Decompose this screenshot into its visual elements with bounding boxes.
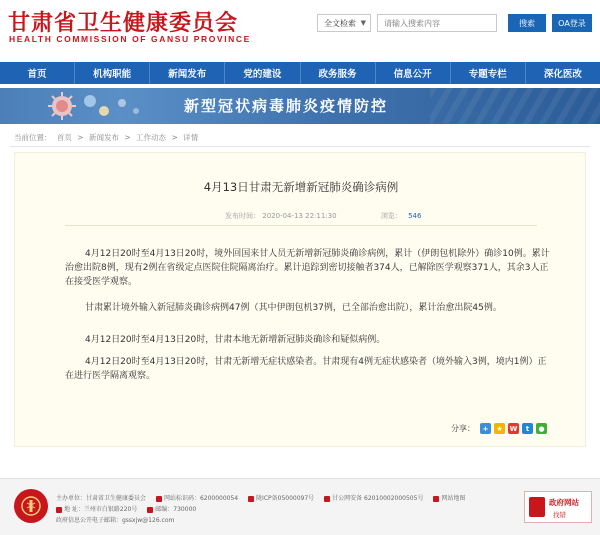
- site-header: [0, 0, 600, 62]
- site-title[interactable]: 甘肃省卫生健康委员会: [8, 10, 239, 36]
- share-tencent-weibo-icon[interactable]: t: [522, 423, 533, 434]
- nav-item-functions[interactable]: 机构职能: [75, 62, 150, 84]
- footer-postcode: 邮编：730000: [155, 506, 197, 513]
- breadcrumb-sep: >: [171, 133, 178, 142]
- nav-item-reform[interactable]: 深化医改: [543, 69, 582, 80]
- gov-badge-subtitle: 找错: [553, 511, 566, 519]
- footer-site-id: 网站标识码：6200000054: [163, 495, 239, 502]
- breadcrumb-home[interactable]: 首页: [56, 133, 72, 142]
- site-footer: [0, 478, 600, 535]
- nav-item-home[interactable]: 首页: [0, 62, 75, 84]
- virus-illustration-icon: [32, 89, 152, 123]
- footer-line-1: [56, 493, 465, 502]
- share-wechat-icon[interactable]: ●: [536, 423, 547, 434]
- views-count: 546: [408, 212, 422, 220]
- footer-address: 地 址：兰州市白银路220号: [64, 506, 138, 513]
- publish-label: 发布时间：: [225, 212, 260, 220]
- location-icon: [56, 507, 62, 513]
- sitemap-icon: [433, 496, 439, 502]
- main-nav: [0, 62, 600, 84]
- nav-item-news[interactable]: 新闻发布: [150, 62, 225, 84]
- icp-icon: [248, 496, 254, 502]
- footer-line-2: [56, 504, 196, 513]
- share-qzone-icon[interactable]: ★: [494, 423, 505, 434]
- nav-item-topics[interactable]: 专题专栏: [451, 62, 526, 84]
- postcode-icon: [147, 507, 153, 513]
- oa-login-button[interactable]: OA登录: [552, 14, 592, 32]
- nav-item-disclosure[interactable]: 信息公开: [376, 62, 451, 84]
- health-emblem-icon: [20, 495, 42, 517]
- gov-badge-title: 政府网站: [549, 498, 579, 507]
- footer-sitemap[interactable]: 网站地图: [441, 495, 466, 502]
- search-scope-select[interactable]: [317, 14, 371, 32]
- emblem-logo-icon: [14, 489, 48, 523]
- article-paragraph: 甘肃累计境外输入新冠肺炎确诊病例47例（其中伊朗包机37例，已全部治愈出院），累计治愈出院45例。: [85, 303, 502, 313]
- share-label: 分享：: [451, 424, 475, 433]
- banner-title: 新型冠状病毒肺炎疫情防控: [184, 97, 389, 115]
- divider: [10, 146, 590, 147]
- banner-decoration: [430, 88, 600, 124]
- breadcrumb-sep: >: [124, 133, 131, 142]
- chevron-down-icon: ▼: [360, 19, 366, 27]
- article-paragraph: 4月12日20时至4月13日20时，甘肃无新增无症状感染者。甘肃现有4例无症状感染者（境外输入3例，境内1例）正在进行医学隔离观察。: [65, 357, 547, 381]
- gov-site-error-badge[interactable]: [524, 491, 592, 523]
- nav-item-services[interactable]: 政务服务: [301, 62, 376, 84]
- search-scope-label: 全文检索: [324, 18, 356, 28]
- footer-host: 主办单位：甘肃省卫生健康委员会: [56, 495, 147, 502]
- views-label: 浏览：: [380, 212, 402, 220]
- divider: [65, 225, 537, 226]
- nav-item-party[interactable]: 党的建设: [225, 62, 300, 84]
- search-button[interactable]: 搜索: [508, 14, 546, 32]
- site-id-icon: [156, 496, 162, 502]
- article-meta: [225, 211, 421, 221]
- breadcrumb-work[interactable]: 工作动态: [136, 133, 167, 142]
- gov-badge-icon: [529, 497, 545, 517]
- footer-police[interactable]: 甘公网安备 62010002000505号: [332, 495, 424, 502]
- footer-icp[interactable]: 陇ICP备05000097号: [256, 495, 315, 502]
- epidemic-banner[interactable]: [0, 88, 600, 124]
- share-weibo-icon[interactable]: W: [509, 424, 518, 433]
- police-icon: [324, 496, 330, 502]
- footer-email: 政府信息公开电子邮箱：gssxjw@126.com: [56, 517, 175, 524]
- share-more-icon[interactable]: +: [480, 423, 491, 434]
- publish-time: 2020-04-13 22:11:30: [262, 212, 337, 220]
- breadcrumb-news[interactable]: 新闻发布: [88, 133, 119, 142]
- search-input[interactable]: [377, 14, 497, 32]
- breadcrumb: [14, 132, 201, 143]
- breadcrumb-current: 详情: [183, 133, 199, 142]
- breadcrumb-sep: >: [77, 133, 84, 142]
- article-paragraph: 4月12日20时至4月13日20时，境外回国来甘人员无新增新冠肺炎确诊病例，累计（伊朗包机除外）确诊10例。累计治愈出院8例，现有2例在省级定点医院住院隔离治疗。累计追踪到密切接触者374人，已解除医学观察371人，其余3人正在接受医学观察。: [65, 249, 550, 287]
- site-subtitle: HEALTH COMMISSION OF GANSU PROVINCE: [9, 34, 251, 44]
- article-paragraph: 4月12日20时至4月13日20时，甘肃本地无新增新冠肺炎确诊和疑似病例。: [85, 335, 386, 345]
- breadcrumb-label: 当前位置：: [14, 133, 52, 142]
- article-title: 4月13日甘肃无新增新冠肺炎确诊病例: [203, 180, 399, 194]
- article: [14, 152, 586, 447]
- share-bar: [451, 423, 547, 434]
